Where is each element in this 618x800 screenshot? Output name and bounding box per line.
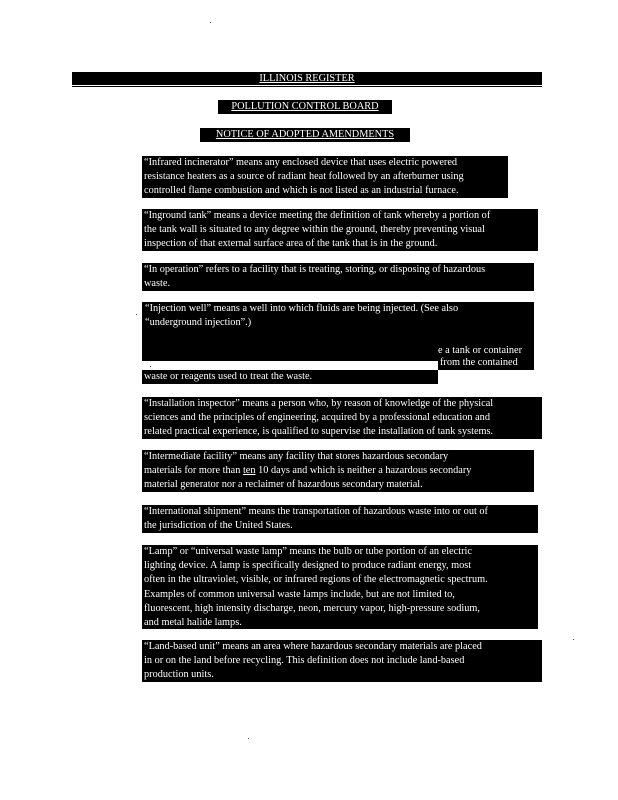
- definition-international-shipment: “International shipment” means the transportation of hazardous waste into or out of the jurisdiction of the United States.: [142, 505, 538, 533]
- scan-speck: [210, 22, 211, 23]
- scan-speck: [136, 314, 137, 315]
- notice-title: NOTICE OF ADOPTED AMENDMENTS: [200, 128, 410, 142]
- board-title: POLLUTION CONTROL BOARD: [218, 100, 392, 114]
- header-rule: [72, 86, 542, 87]
- inserted-text-ten: ten: [242, 465, 256, 477]
- partial-line-tank-container: e a tank or container: [438, 345, 523, 356]
- definition-fragment-contained: from the contained: [438, 356, 534, 370]
- definition-fragment-waste: waste or reagents used to treat the waste.: [142, 370, 438, 384]
- definition-in-operation: “In operation” refers to a facility that is treating, storing, or disposing of hazardous waste.: [142, 263, 534, 291]
- definition-infrared-incinerator: “Infrared incinerator” means any enclosed device that uses electric powered resistance heaters as a source of radiant heat followed by an afterburner using controlled flame combustion and which is not listed as an industrial furnace.: [142, 156, 508, 198]
- definition-inground-tank: “Inground tank” means a device meeting the definition of tank whereby a portion of the tank wall is situated to any degree within the ground, thereby preventing visual inspection of that external surface area of the tank that is in the ground.: [142, 209, 538, 251]
- register-title: ILLINOIS REGISTER: [72, 72, 542, 85]
- definition-lamp: “Lamp” or “universal waste lamp” means the bulb or tube portion of an electric lighting device. A lamp is specifically designed to produce radiant energy, most often in the ultraviolet, visible, or infrared regions of the electromagnetic spectrum. Examples of common universal waste lamps include, but are not limited to, fluorescent, high intensity discharge, neon, mercury vapor, high-pressure sodium, and metal halide lamps.: [142, 545, 538, 629]
- definition-intermediate-facility: “Intermediate facility” means any facility that stores hazardous secondary materials for more than ten 10 days and which is neither a hazardous secondary material generator nor a reclaimer of hazardous secondary material.: [142, 450, 534, 492]
- scan-speck: [248, 738, 249, 739]
- scan-speck: [573, 639, 574, 640]
- definition-injection-well: “Injection well” means a well into which fluids are being injected. (See also “underground injection”.) e a tank or container: [142, 302, 534, 361]
- definition-installation-inspector: “Installation inspector” means a person who, by reason of knowledge of the physical sciences and the principles of engineering, acquired by a professional education and related practical experience, is qualified to supervise the installation of tank systems.: [142, 397, 542, 439]
- definition-land-based-unit: “Land-based unit” means an area where hazardous secondary materials are placed in or on the land before recycling. This definition does not include land-based production units.: [142, 640, 542, 682]
- scan-speck: [150, 366, 151, 367]
